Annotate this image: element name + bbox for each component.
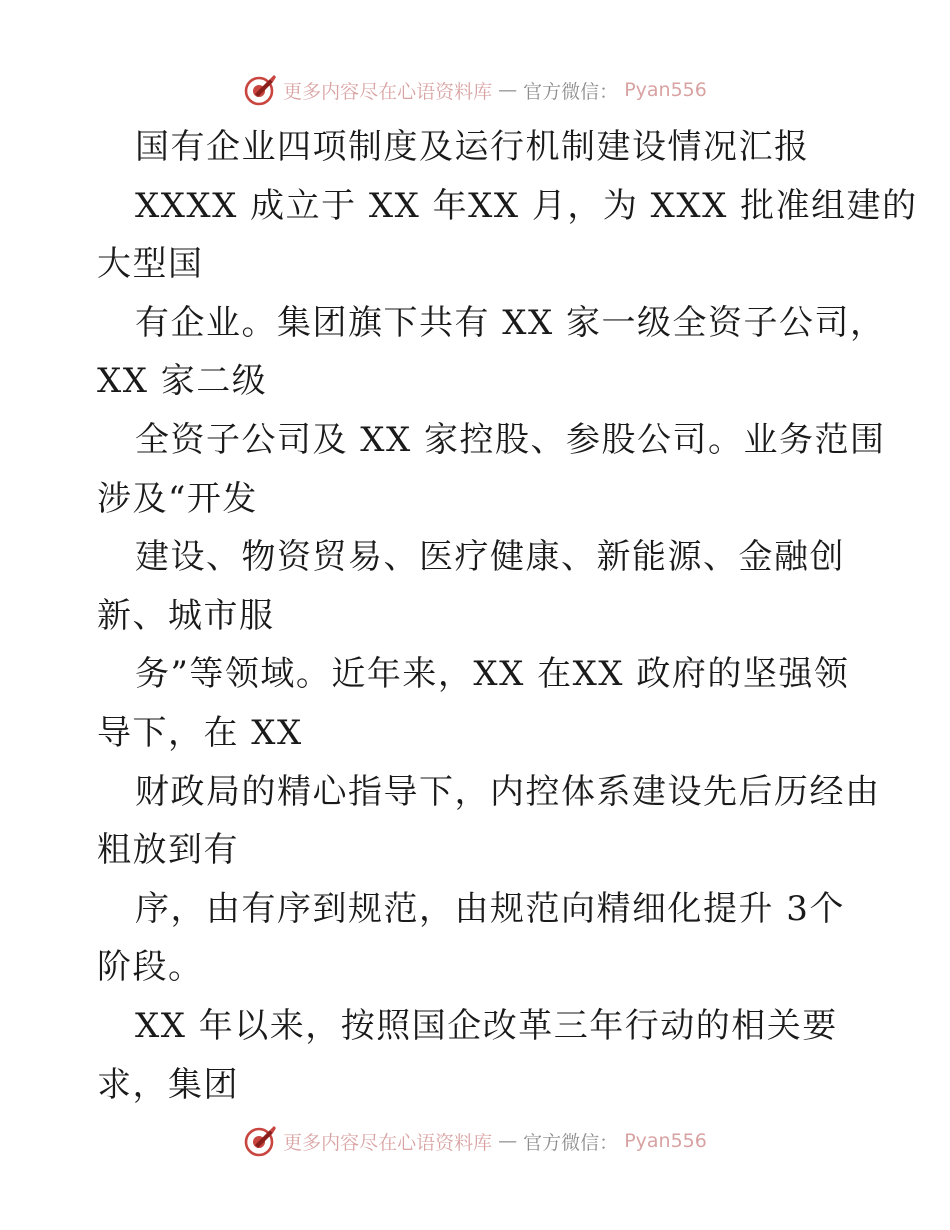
footer-banner xyxy=(0,1121,950,1161)
document-body xyxy=(97,118,918,1114)
text-line: 建设、物资贸易、医疗健康、新能源、金融创 xyxy=(135,537,845,578)
text-line: 务”等领域。近年来，XX 在XX 政府的坚强领 xyxy=(135,654,850,695)
banner-dash: — xyxy=(498,79,518,101)
text-line: XXXX 成立于 XX 年XX 月，为 XXX 批准组建的 xyxy=(135,185,918,226)
document-title: 国有企业四项制度及运行机制建设情况汇报 xyxy=(135,127,810,167)
pen-logo-icon xyxy=(243,1124,277,1158)
text-line: 有企业。集团旗下共有 XX 家一级全资子公司， xyxy=(135,302,886,343)
banner-brand-text: 更多内容尽在心语资料库 xyxy=(283,1131,493,1154)
text-line: 粗放到有 xyxy=(97,830,239,871)
banner-wechat-label: 官方微信： xyxy=(523,80,619,103)
text-line: 大型国 xyxy=(97,244,204,285)
text-line: 阶段。 xyxy=(97,947,204,988)
banner-dash: — xyxy=(498,1130,518,1152)
text-line: 导下，在 XX xyxy=(97,712,303,753)
text-line: 涉及“开发 xyxy=(97,478,258,519)
text-line: 新、城市服 xyxy=(97,595,275,636)
banner-brand-text: 更多内容尽在心语资料库 xyxy=(283,80,493,103)
text-line: XX 年以来，按照国企改革三年行动的相关要 xyxy=(135,1005,838,1046)
banner-wechat-id: Pyan556 xyxy=(624,1130,707,1152)
pen-logo-icon xyxy=(243,73,277,107)
banner-wechat-label: 官方微信： xyxy=(523,1131,619,1154)
banner-wechat-id: Pyan556 xyxy=(624,79,707,101)
text-line: 求，集团 xyxy=(97,1064,239,1105)
text-line: 财政局的精心指导下，内控体系建设先后历经由 xyxy=(135,771,881,812)
text-line: 序，由有序到规范，由规范向精细化提升 3个 xyxy=(135,888,845,929)
text-line: 全资子公司及 XX 家控股、参股公司。业务范围 xyxy=(135,419,886,460)
text-line: XX 家二级 xyxy=(97,361,268,402)
header-banner xyxy=(0,70,950,110)
